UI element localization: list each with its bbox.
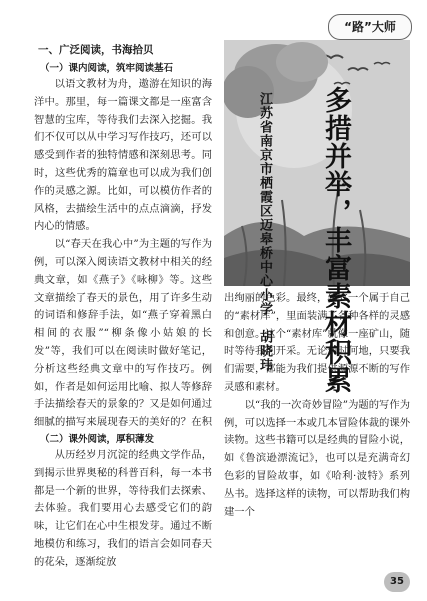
left-column-upper: [34, 76, 212, 434]
right-column: [224, 290, 410, 590]
page-number: 35: [384, 572, 410, 592]
section-title: 一、广泛阅读，书海拾贝: [38, 44, 154, 56]
subheading-classroom-reading: （一）课内阅读，筑牢阅读基石: [40, 63, 174, 74]
paragraph-1: 以语文教材为舟，遨游在知识的海洋中。那里，每一篇课文都是一座富含智慧的宝库，等待我们去深入挖掘。我们不仅可以从中学习写作技巧，还可以感受到作者的独特情感和深刻思考。同时，这些优秀的篇章也可以成为我们创作的灵感之源。比如，可以模仿作者的风格，去描绘生活中的点点滴滴，抒发内心的情感。: [34, 78, 212, 233]
author-affiliation: 江苏省南京市栖霞区迈皋桥中心小学 胡晓玮: [257, 92, 272, 372]
column-badge: “路”大师: [328, 14, 412, 40]
paragraph-3: 从历经岁月沉淀的经典文学作品，到揭示世界奥秘的科普百科，每一本书都是一个新的世界，等待我们去探索、去体验。我们要用心去感受它们的韵味，让它们在心中生根发芽。通过不断地模仿和练习，我们的语言会如同春天的花朵，逐渐绽放: [34, 449, 212, 568]
subheading-extracurricular-reading: （二）课外阅读，厚积薄发: [40, 434, 155, 445]
article-title: 多措并举，丰富素材积累: [320, 86, 351, 394]
paragraph-4: 以“我的一次奇妙冒险”为题的写作为例，可以选择一本或几本冒险体裁的课外读物。这些书籍可以是经典的冒险小说，如《鲁滨逊漂流记》，也可以是充满奇幻色彩的冒险故事，如《哈利·波特》系列丛书。选择这样的读物，可以帮助我们构建一个: [224, 398, 410, 518]
paragraph-3-continued: 出绚丽的色彩。最终，建立一个属于自己的“素材库”，里面装满了各种各样的灵感和创意。这个“素材库”就像一座矿山，随时等待我们开采。无论何时何地，只要我们需要，都能为我们提供源源不断的写作灵感和素材。: [224, 292, 410, 393]
left-column-lower: [34, 447, 212, 592]
paragraph-2: 以“春天在我心中”为主题的写作为例，可以深入阅读语文教材中相关的经典文章，如《燕子》《咏柳》等。这些文章描绘了春天的景色，用了许多生动的词语和修辞手法，如“燕子穿着黑白相间的衣服”“柳条像小姑娘的长发”等，我们可以在阅读时做好笔记，分析这些经典文章中的写作技巧。例如，作者是如何运用比喻、拟人等修辞手法描绘春天的景象的？又是如何通过细腻的描写来展现春天的美好的？在积: [34, 238, 212, 429]
